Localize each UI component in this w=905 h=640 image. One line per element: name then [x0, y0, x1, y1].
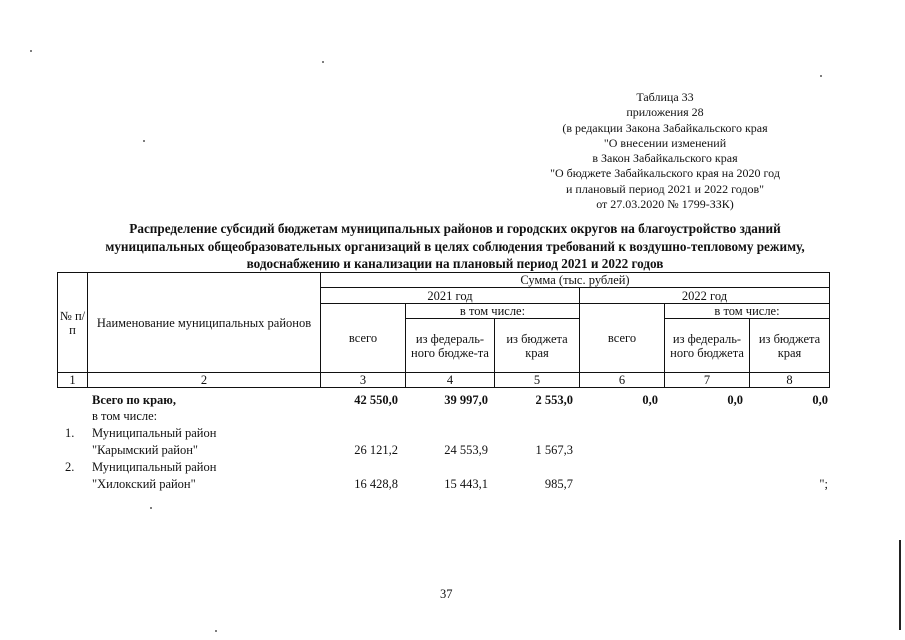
- column-index: 3: [321, 373, 406, 388]
- table-row: [57, 425, 831, 441]
- column-index: 5: [495, 373, 580, 388]
- district-name: "Карымский район": [92, 443, 199, 457]
- title-line: муниципальных общеобразовательных организаций в целях соблюдения требований к воздушно-тепловому режиму,: [105, 238, 805, 254]
- total-2022-header: всего: [580, 304, 665, 373]
- total-label: Всего по краю,: [92, 393, 176, 407]
- total-value: 42 550,0: [354, 393, 398, 407]
- scan-speck: [143, 140, 145, 142]
- total-row: [57, 392, 831, 408]
- federal-2021-header: из федераль-ного бюдже-та: [406, 319, 495, 373]
- row-number: 1.: [65, 426, 75, 440]
- district-name: "Хилокский район": [92, 477, 196, 491]
- year-2021-header: 2021 год: [321, 288, 580, 304]
- header-line: Таблица 33: [636, 90, 694, 104]
- district-name: Муниципальный район: [92, 460, 217, 474]
- table-row: [57, 476, 831, 492]
- column-index: 2: [88, 373, 321, 388]
- scan-speck: [322, 61, 324, 63]
- including-2021-header: в том числе:: [406, 304, 580, 319]
- column-index: 8: [750, 373, 830, 388]
- row-value: 26 121,2: [354, 443, 398, 457]
- scan-edge-shadow: [899, 540, 901, 630]
- amendment-header: [520, 90, 810, 212]
- table-header: [57, 272, 830, 388]
- closing-quote-mark: ";: [819, 477, 828, 491]
- sum-header: Сумма (тыс. рублей): [321, 273, 830, 288]
- header-line: и плановый период 2021 и 2022 годов": [565, 181, 765, 196]
- page-number: 37: [440, 587, 453, 601]
- regional-2021-header: из бюджета края: [495, 319, 580, 373]
- header-line: "О бюджете Забайкальского края на 2020 год: [550, 166, 780, 181]
- header-line: (в редакции Закона Забайкальского края: [562, 120, 768, 135]
- document-title: [40, 220, 870, 273]
- row-value: 16 428,8: [354, 477, 398, 491]
- federal-2022-header: из федераль-ного бюджета: [665, 319, 750, 373]
- including-2022-header: в том числе:: [665, 304, 830, 319]
- row-value: 24 553,9: [444, 443, 488, 457]
- total-value: 39 997,0: [444, 393, 488, 407]
- total-2021-header: всего: [321, 304, 406, 373]
- scan-speck: [30, 50, 32, 52]
- row-number: 2.: [65, 460, 75, 474]
- total-value: 0,0: [812, 393, 828, 407]
- title-line: Распределение субсидий бюджетам муниципальных районов и городских округов на благоустройство зданий: [129, 221, 781, 236]
- title-line: водоснабжению и канализации на плановый период 2021 и 2022 годов: [246, 256, 664, 271]
- including-row: [57, 408, 831, 424]
- column-name-header: Наименование муниципальных районов: [88, 273, 321, 373]
- column-index: 1: [58, 373, 88, 388]
- header-line: от 27.03.2020 № 1799-ЗЗК): [596, 197, 734, 212]
- total-value: 0,0: [727, 393, 743, 407]
- total-value: 0,0: [642, 393, 658, 407]
- including-label: в том числе:: [92, 409, 158, 423]
- column-number-header: № п/п: [58, 273, 88, 373]
- table-row: [57, 459, 831, 475]
- scan-speck: [150, 507, 152, 509]
- regional-2022-header: из бюджета края: [750, 319, 830, 373]
- scan-speck: [215, 630, 217, 632]
- row-value: 985,7: [544, 477, 573, 491]
- header-line: "О внесении изменений: [603, 135, 727, 150]
- scan-speck: [820, 75, 822, 77]
- total-value: 2 553,0: [535, 393, 573, 407]
- column-index: 6: [580, 373, 665, 388]
- row-value: 15 443,1: [444, 477, 488, 491]
- row-value: 1 567,3: [535, 443, 573, 457]
- column-index: 4: [406, 373, 495, 388]
- year-2022-header: 2022 год: [580, 288, 830, 304]
- column-index: 7: [665, 373, 750, 388]
- table-row: [57, 442, 831, 458]
- header-line: приложения 28: [626, 105, 704, 120]
- header-line: в Закон Забайкальского края: [592, 151, 738, 166]
- district-name: Муниципальный район: [92, 426, 217, 440]
